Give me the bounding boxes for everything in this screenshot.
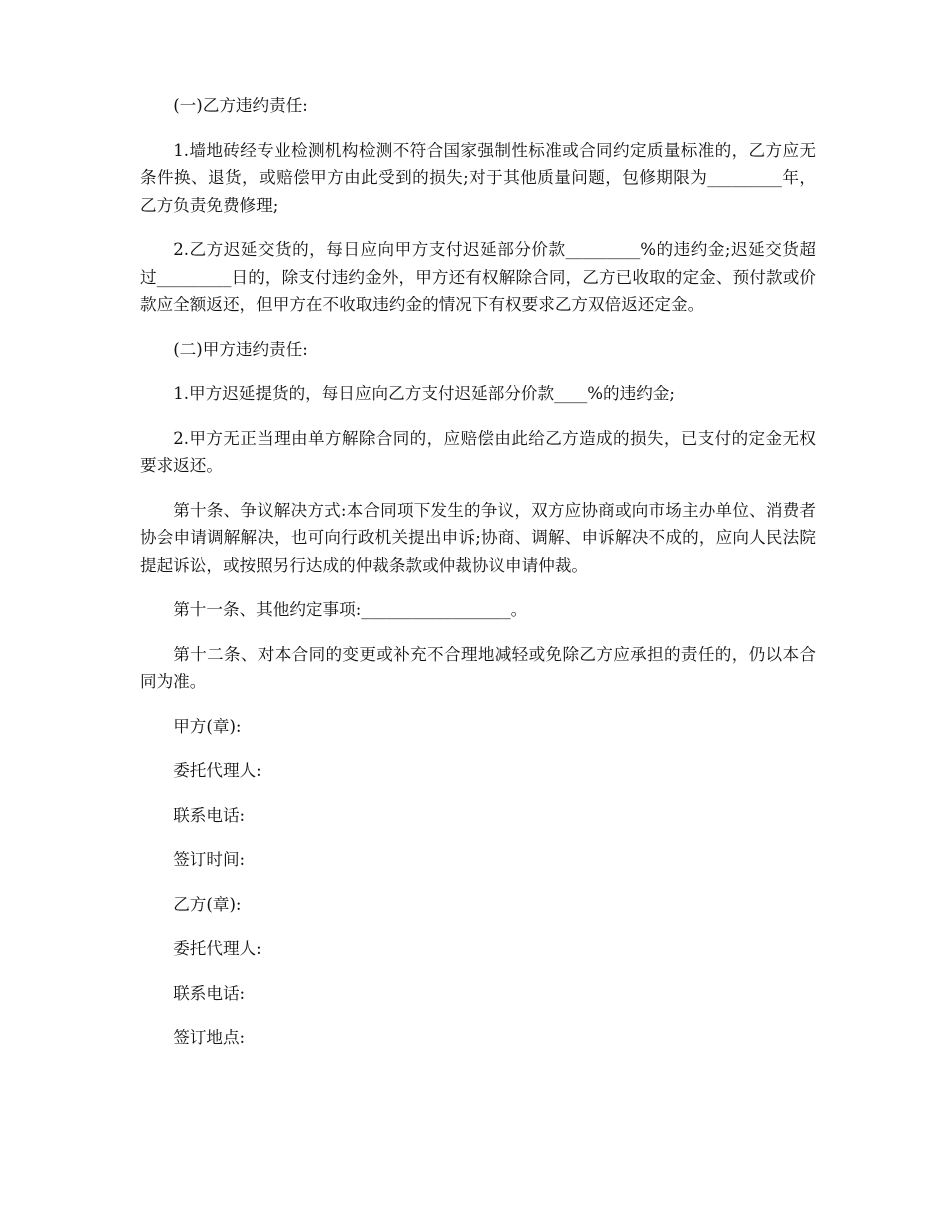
signature-party-a-phone: 联系电话: [173, 805, 246, 825]
section-heading-party-b-liability: (一)乙方违约责任: [173, 96, 308, 115]
clause-party-b-late-delivery: 2.乙方迟延交货的，每日应向甲方支付迟延部分价款_________%的违约金;迟延交货超过_________日的，除支付违约金外，甲方还有权解除合同，乙方已收取的定金、预付款或价款应全额返还，但甲方在不收取违约金的情况下有权要求乙方双倍返还定金。 [140, 240, 816, 314]
signature-party-a-seal: 甲方(章): [173, 716, 242, 736]
signature-sign-place: 签订地点: [173, 1028, 246, 1047]
article-12-amendments: 第十二条、对本合同的变更或补充不合理地减轻或免除乙方应承担的责任的，仍以本合同为准。 [140, 644, 816, 691]
signature-party-a-agent: 委托代理人: [173, 761, 262, 780]
clause-quality-warranty: 1.墙地砖经专业检测机构检测不符合国家强制性标准或合同约定质量标准的，乙方应无条件换、退货，或赔偿甲方由此受到的损失;对于其他质量问题，包修期限为_________年，乙方负责免费修理; [140, 140, 816, 215]
signature-party-b-phone: 联系电话: [173, 983, 246, 1003]
section-heading-party-a-liability: (二)甲方违约责任: [173, 339, 308, 359]
contract-page [140, 92, 816, 1069]
article-11-other-terms: 第十一条、其他约定事项:__________________。 [173, 600, 528, 619]
clause-party-a-termination: 2.甲方无正当理由单方解除合同的，应赔偿由此给乙方造成的损失，已支付的定金无权要求返还。 [140, 428, 816, 475]
clause-party-a-late-pickup: 1.甲方迟延提货的，每日应向乙方支付迟延部分价款____%的违约金; [173, 384, 676, 403]
article-10-dispute-resolution: 第十条、争议解决方式:本合同项下发生的争议，双方应协商或向市场主办单位、消费者协会申请调解解决，也可向行政机关提出申诉;协商、调解、申诉解决不成的，应向人民法院提起诉讼，或按照另行达成的仲裁条款或仲裁协议申请仲裁。 [140, 500, 816, 575]
signature-party-b-seal: 乙方(章): [173, 894, 242, 914]
signature-party-b-agent: 委托代理人: [173, 939, 262, 958]
signature-sign-time: 签订时间: [173, 850, 246, 869]
